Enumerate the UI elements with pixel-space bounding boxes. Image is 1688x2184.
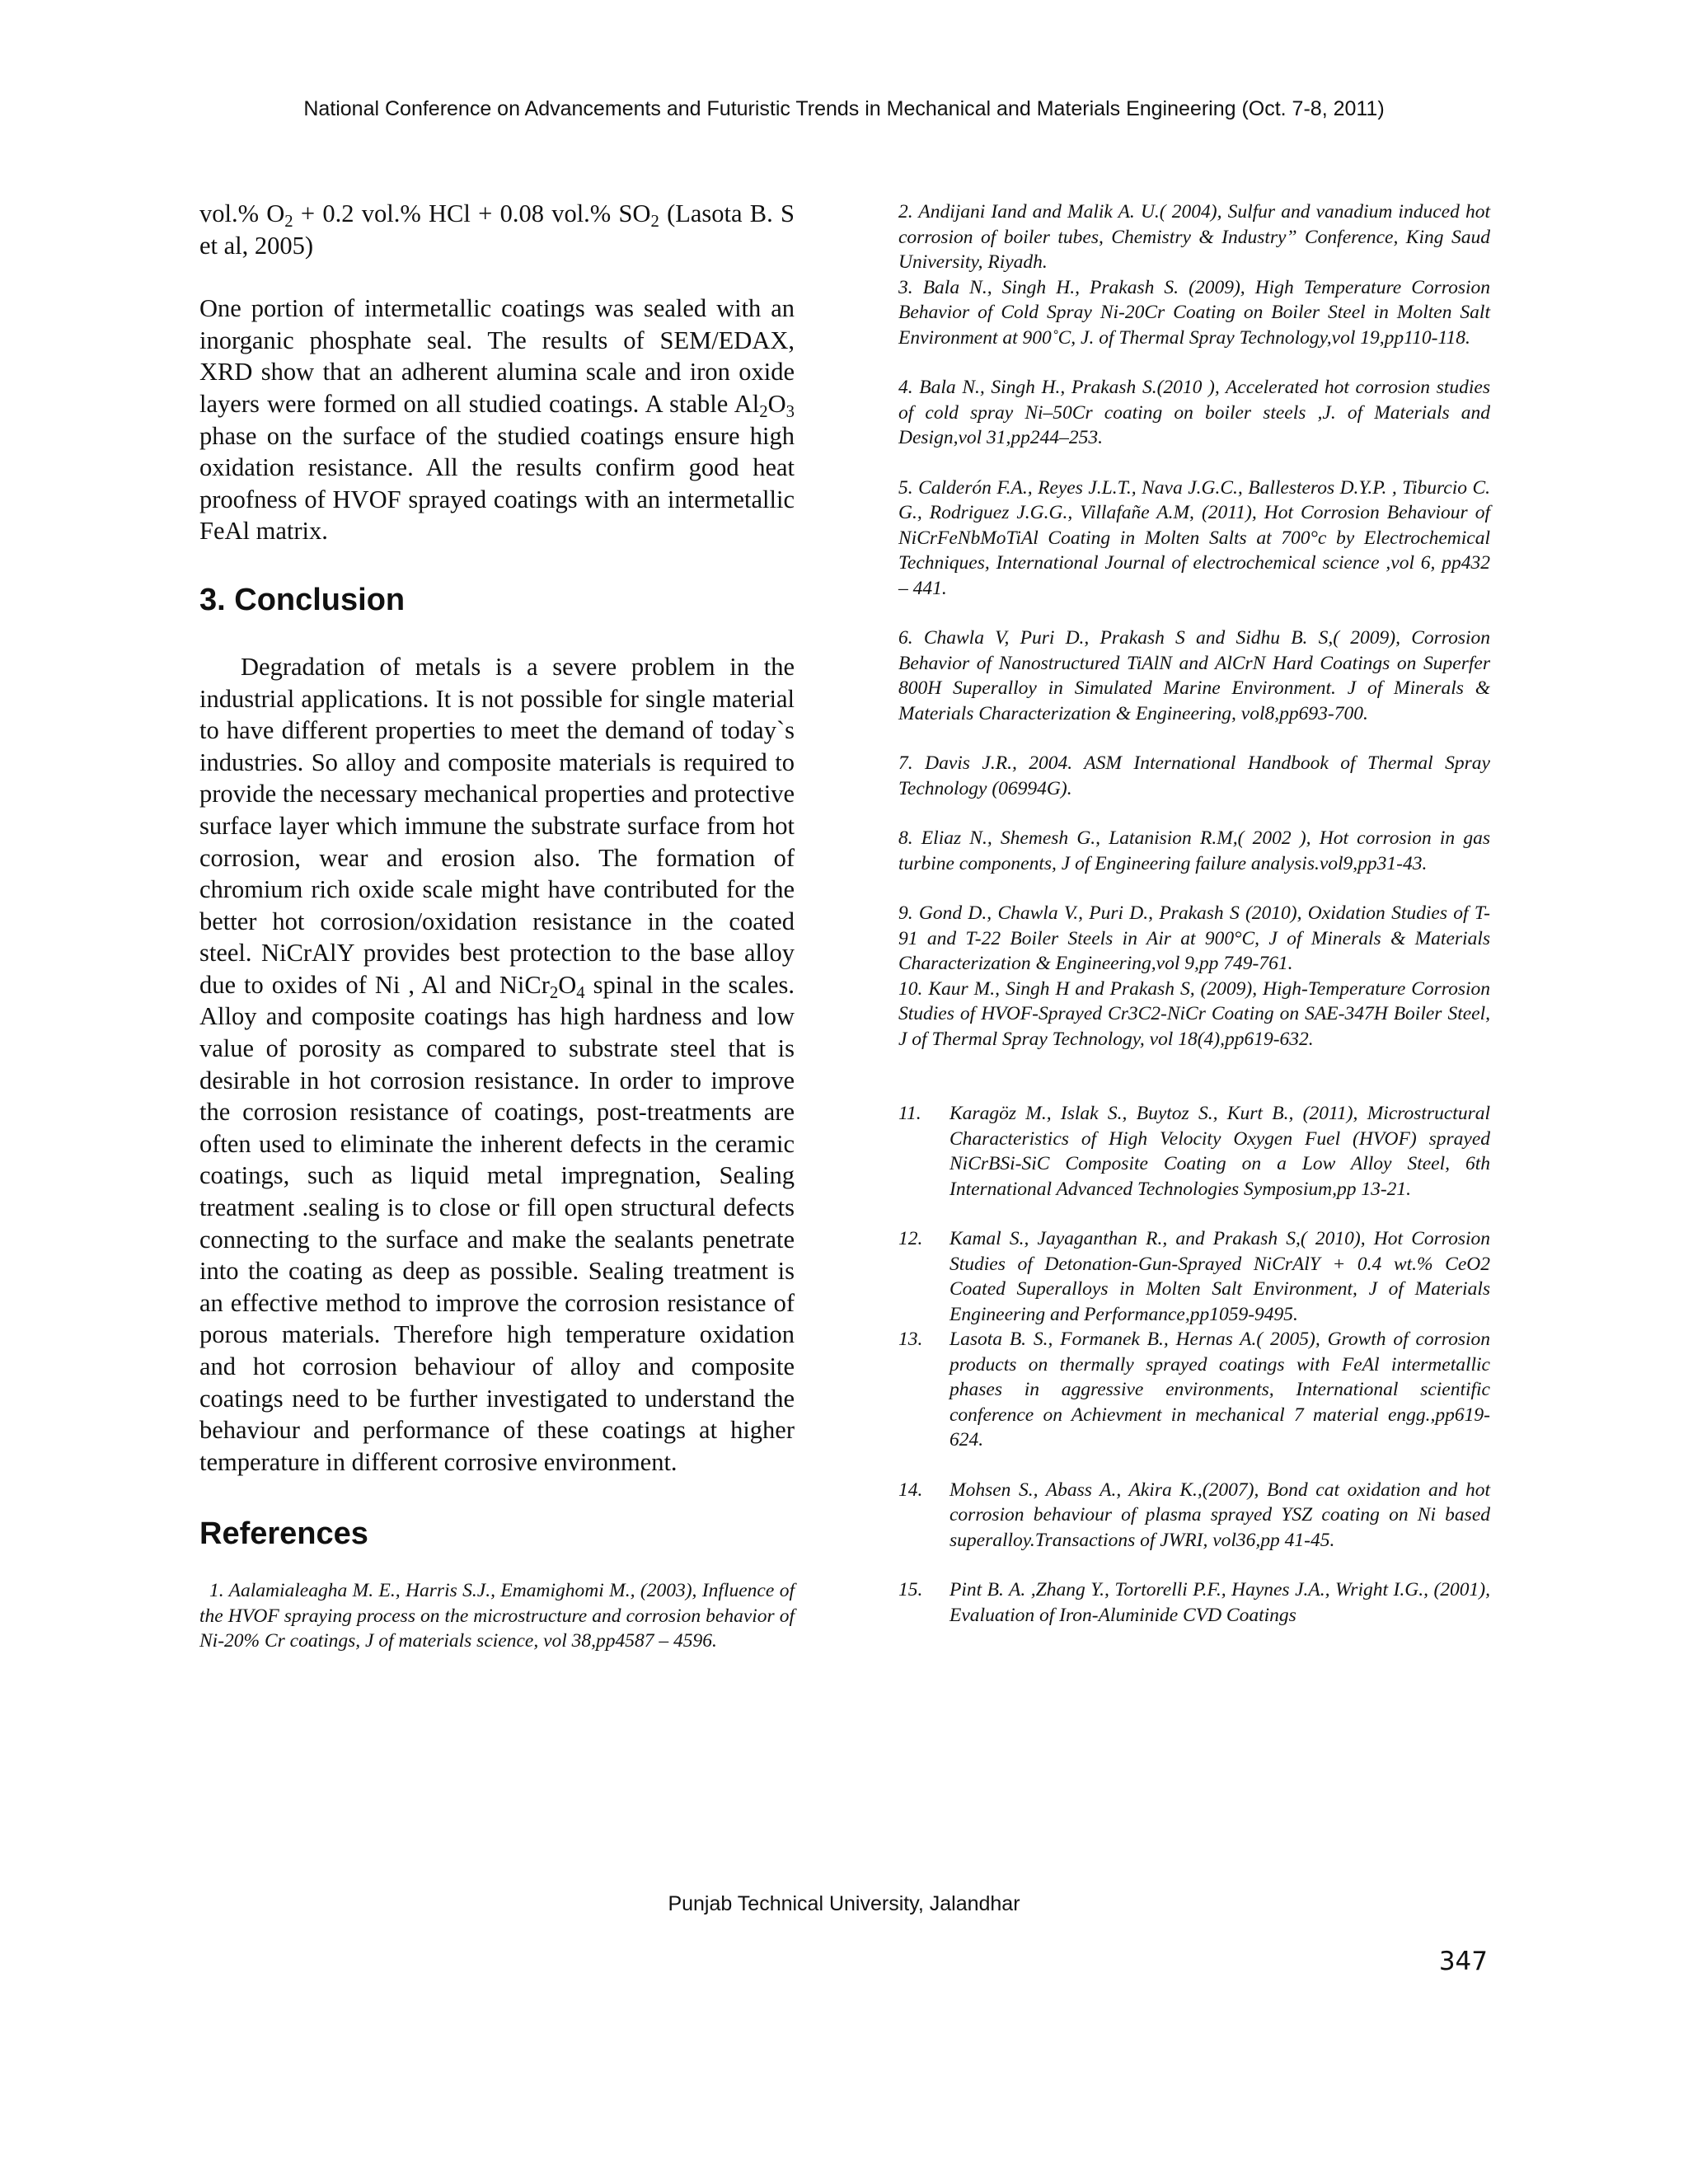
reference-item: 9. Gond D., Chawla V., Puri D., Prakash S (2010), Oxidation Studies of T-91 and T-22 Boiler Steels in Air at 900°C, J of Minerals & Materials Characterization & Engineering,vol 9,pp 749-761.: [898, 902, 1490, 974]
reference-number: 15.: [898, 1579, 923, 1601]
subscript: 2: [759, 402, 768, 421]
reference-item: [898, 1101, 1490, 1202]
subscript: 2: [549, 983, 559, 1002]
section-heading-references: References: [199, 1516, 368, 1552]
reference-item: [898, 1478, 1490, 1554]
reference-item: [898, 1577, 1490, 1628]
reference-item: [898, 1327, 1490, 1453]
subscript: 2: [650, 212, 659, 231]
reference-item: 1. Aalamialeagha M. E., Harris S.J., Emamighomi M., (2003), Influence of the HVOF spraying process on the microstructure and corrosion behavior of Ni-20% Cr coatings, J of materials science, vol 38,pp4587 – 4596.: [199, 1580, 795, 1652]
reference-number: 14.: [898, 1479, 923, 1501]
conclusion-paragraph: [199, 651, 795, 1478]
text-fragment: O: [767, 389, 786, 418]
reference-item: 4. Bala N., Singh H., Prakash S.(2010 ), Accelerated hot corrosion studies of cold spray Ni–50Cr coating on boiler steels ,J. of Materials and Design,vol 31,pp244–253.: [898, 377, 1490, 448]
reference-item: 5. Calderón F.A., Reyes J.L.T., Nava J.G.C., Ballesteros D.Y.P. , Tiburcio C. G., Rodriguez J.G.G., Villafañe A.M, (2011), Hot Corrosion Behaviour of NiCrFeNbMoTiAl Coating in Molten Salts at 700°c by Electrochemical Techniques, International Journal of electrochemical science ,vol 6, pp432 – 441.: [898, 476, 1490, 599]
reference-item: 10. Kaur M., Singh H and Prakash S, (2009), High-Temperature Corrosion Studies of HVOF-Sprayed Cr3C2-NiCr Coating on SAE-347H Boiler Steel, J of Thermal Spray Technology, vol 18(4),pp619-632.: [898, 977, 1490, 1050]
reference-text: Lasota B. S., Formanek B., Hernas A.( 2005), Growth of corrosion products on thermally sprayed coatings with FeAl intermetallic phases in aggressive environments, International scientific conference on Achievment in mechanical 7 material engg.,pp619-624.: [950, 1329, 1490, 1451]
page-number: 347: [1438, 1947, 1488, 1976]
reference-number: 12.: [898, 1228, 923, 1249]
reference-number: 11.: [898, 1103, 921, 1124]
subscript: 3: [785, 402, 795, 421]
text-fragment: (Lasota B. S et al, 2005): [199, 199, 795, 260]
reference-number: 13.: [898, 1329, 923, 1350]
reference-item: 2. Andijani Iand and Malik A. U.( 2004), Sulfur and vanadium induced hot corrosion of boiler tubes, Chemistry & Industry” Conference, King Saud University, Riyadh.: [898, 201, 1490, 273]
reference-text: Pint B. A. ,Zhang Y., Tortorelli P.F., Haynes J.A., Wright I.G., (2001), Evaluation of Iron-Aluminide CVD Coatings: [950, 1579, 1490, 1626]
section-heading-conclusion: 3. Conclusion: [199, 582, 406, 617]
reference-item: [898, 1226, 1490, 1327]
text-fragment: vol.% O: [199, 199, 285, 227]
reference-item: 3. Bala N., Singh H., Prakash S. (2009), High Temperature Corrosion Behavior of Cold Spray Ni-20Cr Coating on Boiler Steel in Molten Salt Environment at 900˚C, J. of Thermal Spray Technology,vol 19,pp110-118.: [898, 276, 1490, 349]
text-fragment: O: [558, 970, 577, 999]
left-column: [199, 198, 795, 1654]
running-footer: Punjab Technical University, Jalandhar: [668, 1892, 1020, 1915]
text-fragment: + 0.2 vol.% HCl + 0.08 vol.% SO: [293, 199, 651, 227]
text-fragment: spinal in the scales. Alloy and composite coatings has high hardness and low value of porosity as compared to substrate steel that is desirable in hot corrosion resistance. In order to improve the corrosion resistance of coatings, post-treatments are often used to eliminate the inherent defects in the ceramic coatings, such as liquid metal impregnation, Sealing treatment .sealing is to close or fill open structural defects connecting to the surface and make the sealants penetrate into the coating as deep as possible. Sealing treatment is an effective method to improve the corrosion resistance of porous materials. Therefore high temperature oxidation and hot corrosion behaviour of alloy and composite coatings need to be further investigated to understand the behaviour and performance of these coatings at higher temperature in different corrosive environment.: [199, 970, 795, 1476]
reference-item: 6. Chawla V, Puri D., Prakash S and Sidhu B. S,( 2009), Corrosion Behavior of Nanostructured TiAlN and AlCrN Hard Coatings on Superfer 800H Superalloy in Simulated Marine Environment. J of Minerals & Materials Characterization & Engineering, vol8,pp693-700.: [898, 627, 1490, 724]
right-column: [898, 199, 1490, 1628]
continued-text: [199, 198, 795, 261]
reference-item: 7. Davis J.R., 2004. ASM International Handbook of Thermal Spray Technology (06994G).: [898, 752, 1490, 799]
subscript: 4: [576, 983, 585, 1002]
subscript: 2: [284, 212, 293, 231]
running-header: National Conference on Advancements and Futuristic Trends in Mechanical and Materials Engineering (Oct. 7-8, 2011): [303, 97, 1385, 120]
text-fragment: One portion of intermetallic coatings was sealed with an inorganic phosphate seal. The results of SEM/EDAX, XRD show that an adherent alumina scale and iron oxide layers were formed on all studied coatings. A stable Al: [199, 294, 795, 418]
reference-item: 8. Eliaz N., Shemesh G., Latanision R.M,( 2002 ), Hot corrosion in gas turbine components, J of Engineering failure analysis.vol9,pp31-43.: [898, 827, 1490, 874]
text-fragment: phase on the surface of the studied coatings ensure high oxidation resistance. All the results confirm good heat proofness of HVOF sprayed coatings with an intermetallic FeAl matrix.: [199, 421, 795, 546]
reference-text: Karagöz M., Islak S., Buytoz S., Kurt B., (2011), Microstructural Characteristics of High Velocity Oxygen Fuel (HVOF) sprayed NiCrBSi-SiC Composite Coating on a Low Alloy Steel, 6th International Advanced Technologies Symposium,pp 13-21.: [950, 1103, 1490, 1200]
reference-text: Kamal S., Jayaganthan R., and Prakash S,( 2010), Hot Corrosion Studies of Detonation-Gun-Sprayed NiCrAlY + 0.4 wt.% CeO2 Coated Superalloys in Molten Salt Environment, J of Materials Engineering and Performance,pp1059-9495.: [950, 1228, 1490, 1325]
reference-text: Mohsen S., Abass A., Akira K.,(2007), Bond cat oxidation and hot corrosion behaviour of plasma sprayed YSZ coating on Ni based superalloy.Transactions of JWRI, vol36,pp 41-45.: [950, 1479, 1490, 1551]
text-fragment: Degradation of metals is a severe problem in the industrial applications. It is not possible for single material to have different properties to meet the demand of today`s industries. So alloy and composite materials is required to provide the necessary mechanical properties and protective surface layer which immune the substrate surface from hot corrosion, wear and erosion also. The formation of chromium rich oxide scale might have contributed for the better hot corrosion/oxidation resistance in the coated steel. NiCrAlY provides best protection to the base alloy due to oxides of Ni , Al and NiCr: [199, 652, 795, 999]
body-paragraph: [199, 293, 795, 547]
